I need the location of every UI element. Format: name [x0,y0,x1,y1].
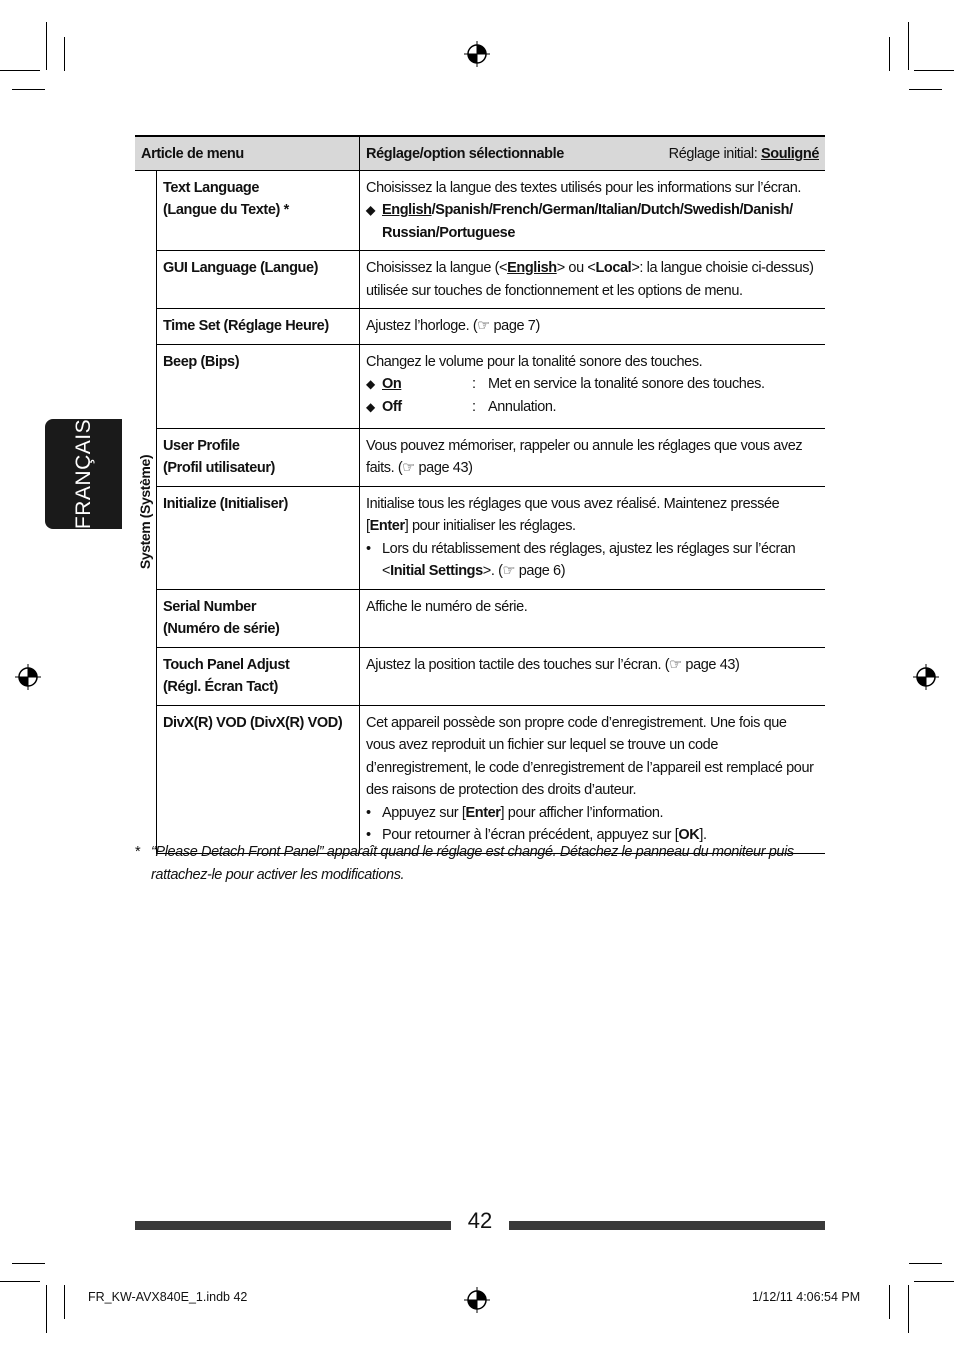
desc-text-part: ] pour initialiser les réglages. [404,518,576,534]
crop-mark [914,1281,954,1282]
print-slug-date: 1/12/11 4:06:54 PM [752,1290,861,1304]
table-row [135,251,825,309]
item-label: (Régl. Écran Tact) [162,679,278,695]
key-label: Enter [369,518,405,534]
item-label: DivX(R) VOD (DivX(R) VOD) [162,714,343,731]
table-row [135,486,825,589]
registration-mark-icon [464,1287,490,1313]
bullet-text: ] pour afficher l’information. [500,804,664,821]
screen-label: Initial Settings [390,563,483,579]
crop-mark [64,37,65,71]
table-row [135,428,825,486]
footnote-text: “Please Detach Front Panel” apparaît quand le réglage est changé. Détachez le panneau du moniteur puis rattachez-le pour activer les modifications. [151,844,794,883]
item-serial-number [156,589,359,647]
option-rest: /Spanish/French/German/Italian/Dutch/Swedish/Danish/ [431,202,793,218]
bullet-text: ]. [699,827,707,843]
table-row [135,170,825,251]
settings-table [135,135,825,854]
table-row [135,705,825,853]
crop-mark [46,1285,47,1333]
option-text: Annulation. [488,398,557,415]
bullet-text: Pour retourner à l’écran précédent, appuyez sur [ [382,827,679,843]
footnote-mark: * [135,844,141,860]
desc-text-language [360,170,826,251]
registration-mark-icon [464,41,490,67]
bullet-item [366,538,819,583]
item-label: Initialize (Initialiser) [162,495,288,512]
crop-mark [0,1281,40,1282]
desc-divx-vod [360,705,826,853]
language-tab [45,419,122,529]
option-list [366,199,819,244]
desc-text: > ou < [556,260,596,276]
print-slug-file: FR_KW-AVX840E_1.indb 42 [88,1290,248,1304]
header-menu-item: Article de menu [135,136,360,170]
page-bar-left [135,1221,451,1230]
crop-mark [889,1285,890,1319]
bullet-text: Lors du rétablissement des réglages, ajustez les réglages sur l’écran < [382,540,796,579]
item-label: (Profil utilisateur) [162,460,275,476]
item-label: Beep (Bips) [162,353,240,370]
option-off [366,396,819,419]
crop-mark [914,70,954,71]
item-label: Time Set (Réglage Heure) [162,318,329,334]
desc-serial-number: Affiche le numéro de série. [360,589,826,647]
item-touch-panel-adjust [156,647,359,705]
crop-mark [908,22,909,70]
desc-text-part: Initialise tous les réglages que vous avez réalisé. Maintenez pressée [ [366,495,780,534]
desc-text: Cet appareil possède son propre code d’enregistrement. Une fois que vous avez reproduit un fichier sur lequel se trouve un code d’enregistrement, le code d’enregistrement de l’appareil est remplacé pour des raisons de protection des droits d’auteur. [366,714,814,798]
item-label: (Numéro de série) [162,621,280,637]
option-text: Met en service la tonalité sonore des touches. [488,376,765,392]
option-colon: : [472,376,476,392]
desc-bold: Local [595,260,632,276]
crop-mark [12,89,45,90]
item-label: User Profile [162,437,240,454]
desc-text [366,493,819,538]
initial-setting-value: Souligné [760,146,819,162]
desc-initialize [360,486,826,589]
crop-mark [908,1285,909,1333]
item-time-set [156,309,359,345]
table-row [135,309,825,345]
item-beep [156,344,359,428]
option-default: English [382,202,432,218]
desc-beep [360,344,826,428]
key-label: Enter [465,804,501,821]
group-label-cell [135,170,156,853]
option-colon: : [472,398,476,415]
desc-time-set: Ajustez l’horloge. (☞ page 7) [360,309,826,345]
desc-text: Choisissez la langue des textes utilisés pour les informations sur l’écran. [366,179,802,196]
bullet-text: Appuyez sur [ [382,804,466,821]
page-bar-right [509,1221,825,1230]
item-text-language [156,170,359,251]
header-setting [360,136,826,170]
table-row [135,589,825,647]
item-initialize [156,486,359,589]
footnote [135,841,825,886]
registration-mark-icon [15,664,41,690]
crop-mark [64,1285,65,1319]
desc-touch-panel-adjust: Ajustez la position tactile des touches sur l’écran. (☞ page 43) [360,647,826,705]
group-label: System (Système) [137,454,154,569]
option-key: ◆ On [382,376,402,392]
key-label: OK [678,827,700,843]
crop-mark [889,37,890,71]
table-row [135,647,825,705]
desc-text: Choisissez la langue (< [366,260,508,276]
registration-mark-icon [913,664,939,690]
item-gui-language [156,251,359,309]
crop-mark [12,1263,45,1264]
header-initial-setting [669,143,819,166]
crop-mark [909,89,942,90]
desc-text: Changez le volume pour la tonalité sonore des touches. [366,353,703,370]
item-user-profile [156,428,359,486]
item-label: Serial Number [162,598,257,615]
crop-mark [909,1263,942,1264]
bullet-text: >. (☞ page 6) [482,563,566,579]
crop-mark [0,70,40,71]
crop-mark [46,22,47,70]
option-key: ◆ Off [382,398,402,415]
desc-text: >: la langue choisie ci-dessus) utilisée sur touches de fonctionnement et les options de menu. [366,260,814,299]
page-number: 42 [467,1208,493,1233]
option-on [366,373,819,396]
header-setting-label: Réglage/option sélectionnable [366,146,564,162]
language-tab-label: FRANÇAIS [71,418,95,530]
item-label: (Langue du Texte) * [162,202,289,218]
initial-setting-label: Réglage initial: [668,146,761,162]
bullet-item [366,802,819,825]
table-row [135,344,825,428]
table-header-row [135,136,825,170]
item-divx-vod [156,705,359,853]
desc-gui-language [360,251,826,309]
desc-user-profile: Vous pouvez mémoriser, rappeler ou annule les réglages que vous avez faits. (☞ page 43) [360,428,826,486]
item-label: GUI Language (Langue) [162,260,319,276]
item-label: Touch Panel Adjust [162,656,290,673]
item-label: Text Language [162,179,259,196]
option-rest: Russian/Portuguese [382,224,515,241]
desc-default: English [507,260,557,276]
